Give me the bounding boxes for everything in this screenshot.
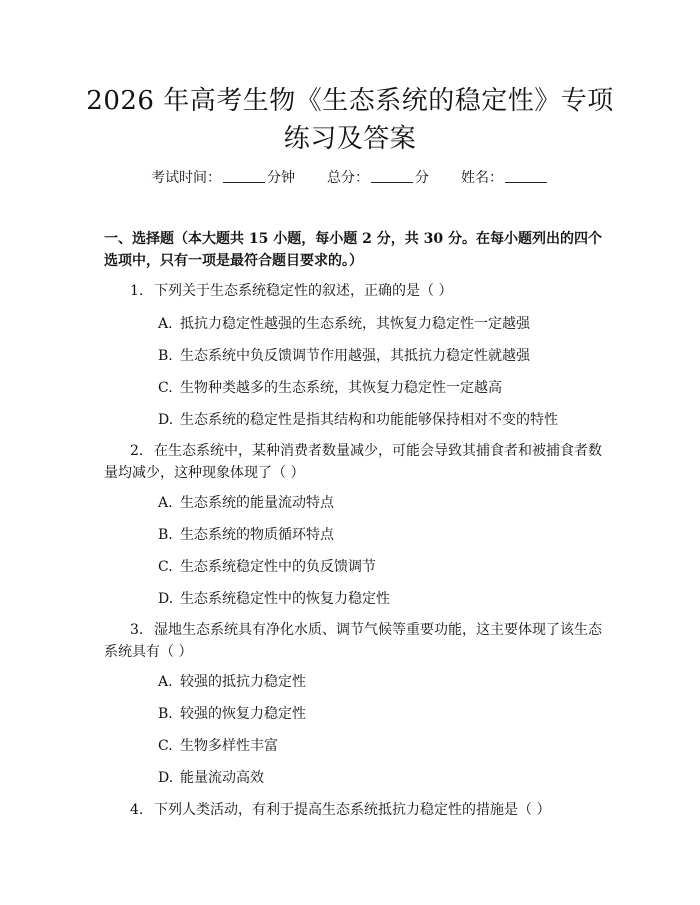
option-letter: C. bbox=[158, 738, 173, 754]
option-letter: D. bbox=[158, 591, 174, 607]
document-title bbox=[60, 82, 640, 158]
question-number: 2. bbox=[130, 443, 144, 459]
question-number: 1. bbox=[130, 283, 144, 299]
option-text: 生态系统稳定性中的负反馈调节 bbox=[180, 559, 376, 575]
question-3-option-b bbox=[158, 704, 598, 724]
option-text: 生态系统中负反馈调节作用越强，其抵抗力稳定性就越强 bbox=[180, 348, 530, 364]
option-text: 抵抗力稳定性越强的生态系统，其恢复力稳定性一定越强 bbox=[180, 316, 530, 332]
option-text: 较强的抵抗力稳定性 bbox=[180, 674, 306, 690]
option-text: 生物种类越多的生态系统，其恢复力稳定性一定越高 bbox=[180, 380, 502, 396]
option-text: 生物多样性丰富 bbox=[180, 738, 278, 754]
section-heading: 一、选择题（本大题共 15 小题，每小题 2 分，共 30 分。在每小题列出的四个选项中，只有一项是最符合题目要求的。） bbox=[104, 231, 602, 269]
option-letter: D. bbox=[158, 412, 174, 428]
title-line-2: 练习及答案 bbox=[283, 124, 417, 154]
question-number: 4. bbox=[130, 802, 144, 818]
question-1-option-d bbox=[158, 410, 598, 430]
name-label: 姓名： bbox=[461, 170, 503, 186]
option-letter: A. bbox=[158, 495, 173, 511]
score-blank bbox=[371, 170, 413, 183]
option-letter: C. bbox=[158, 380, 173, 396]
option-text: 生态系统稳定性中的恢复力稳定性 bbox=[180, 591, 390, 607]
question-3-option-c bbox=[158, 736, 598, 756]
question-2 bbox=[104, 440, 602, 484]
option-letter: D. bbox=[158, 770, 174, 786]
question-3-option-a bbox=[158, 672, 598, 692]
question-1-option-b bbox=[158, 346, 598, 366]
score-unit: 分 bbox=[415, 170, 429, 186]
question-2-option-b bbox=[158, 525, 598, 545]
question-text: 湿地生态系统具有净化水质、调节气候等重要功能，这主要体现了该生态系统具有（ ） bbox=[104, 622, 602, 660]
title-line-1: 2026 年高考生物《生态系统的稳定性》专项 bbox=[86, 86, 614, 116]
time-label: 考试时间： bbox=[151, 170, 221, 186]
exam-info-line bbox=[0, 168, 700, 188]
option-text: 能量流动高效 bbox=[180, 770, 264, 786]
time-unit: 分钟 bbox=[267, 170, 295, 186]
option-letter: B. bbox=[158, 348, 173, 364]
option-text: 生态系统的物质循环特点 bbox=[180, 527, 334, 543]
question-1-option-c bbox=[158, 378, 598, 398]
option-letter: B. bbox=[158, 527, 173, 543]
question-3 bbox=[104, 619, 602, 663]
question-1-option-a bbox=[158, 314, 598, 334]
option-text: 生态系统的稳定性是指其结构和功能能够保持相对不变的特性 bbox=[180, 412, 558, 428]
question-4 bbox=[104, 799, 602, 821]
option-letter: C. bbox=[158, 559, 173, 575]
time-blank bbox=[223, 170, 265, 183]
question-text: 下列关于生态系统稳定性的叙述，正确的是（ ） bbox=[154, 283, 453, 299]
question-2-option-a bbox=[158, 493, 598, 513]
score-label: 总分： bbox=[327, 170, 369, 186]
option-text: 较强的恢复力稳定性 bbox=[180, 706, 306, 722]
name-blank bbox=[505, 170, 547, 183]
question-1 bbox=[104, 280, 602, 302]
option-text: 生态系统的能量流动特点 bbox=[180, 495, 334, 511]
question-3-option-d bbox=[158, 768, 598, 788]
question-number: 3. bbox=[130, 622, 144, 638]
option-letter: B. bbox=[158, 706, 173, 722]
option-letter: A. bbox=[158, 674, 173, 690]
question-2-option-c bbox=[158, 557, 598, 577]
option-letter: A. bbox=[158, 316, 173, 332]
question-2-option-d bbox=[158, 589, 598, 609]
question-text: 在生态系统中，某种消费者数量减少，可能会导致其捕食者和被捕食者数量均减少，这种现象体现了（ ） bbox=[104, 443, 602, 481]
question-text: 下列人类活动，有利于提高生态系统抵抗力稳定性的措施是（ ） bbox=[154, 802, 551, 818]
